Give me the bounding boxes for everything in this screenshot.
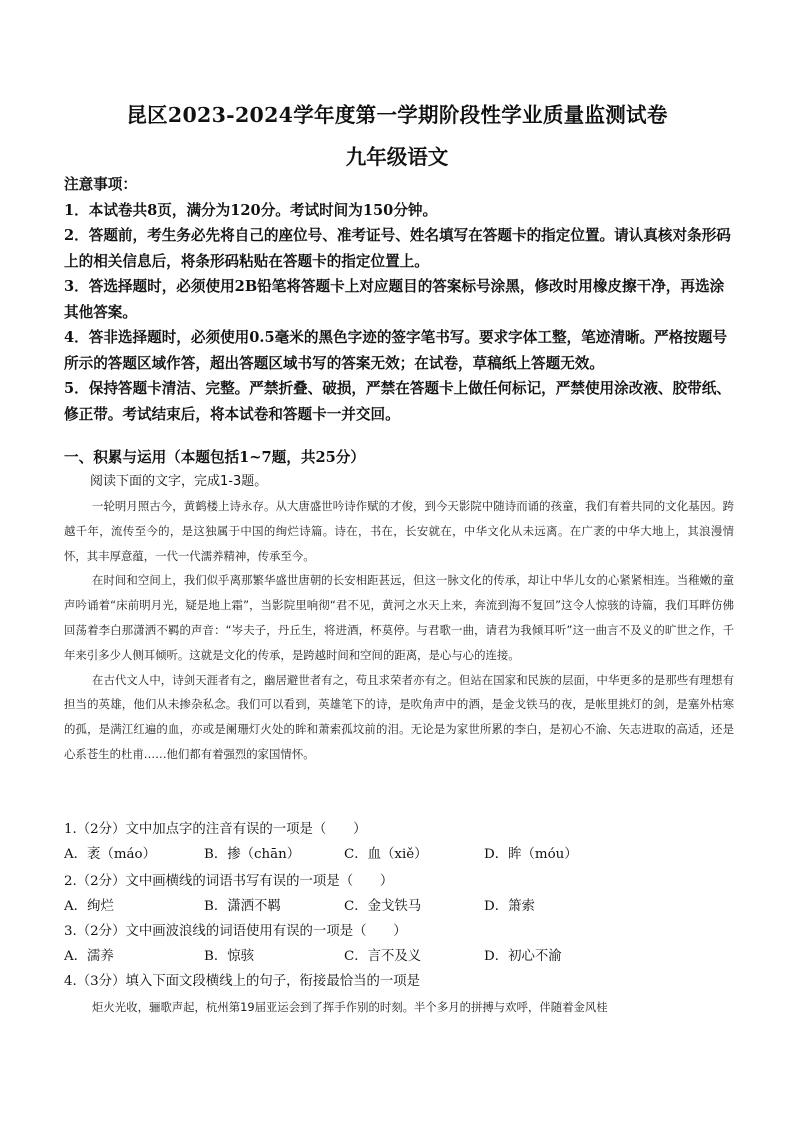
question-stem: 4.（3分）填入下面文段横线上的句子，衔接最恰当的一项是 (64, 974, 421, 989)
options-row (64, 895, 734, 920)
question-stem: 3.（2分）文中画波浪线的词语使用有误的一项是（ ） (64, 924, 407, 939)
option-c: C．言不及义 (344, 948, 422, 964)
exam-subject: 九年级语文 (345, 145, 449, 169)
reading-passage (64, 494, 734, 767)
question-stem: 1.（2分）文中加点字的注音有误的一项是（ ） (64, 822, 367, 837)
note-item-1: 1．本试卷共8页，满分为120分。考试时间为150分钟。 (64, 201, 438, 219)
option-b: B．掺（chān） (204, 846, 301, 862)
section1-heading: 一、积累与运用（本题包括1~7题，共25分） (64, 449, 365, 466)
question-stem: 2.（2分）文中画横线的词语书写有误的一项是（ ） (64, 874, 394, 889)
option-b: B．潇洒不羁 (204, 898, 281, 914)
q4-passage-text: 炬火光收，骊歌声起，杭州第19届亚运会到了挥手作别的时刻。半个多月的拼搏与欢呼，伴随着金风桂 (92, 1000, 608, 1014)
passage-paragraph-2: 在时间和空间上，我们似乎离那繁华盛世唐朝的长安相距甚远，但这一脉文化的传承，却让中华儿女的心紧紧相连。当稚嫩的童声吟诵着“床前明月光，疑是地上霜”，当影院里响彻“君不见，黄河之水天上来，奔流到海不复回”这令人惊骇的诗篇，我们耳畔仿佛回荡着李白那潇洒不羁的声音：“岑夫子，丹丘生，将进酒，杯莫停。与君歌一曲，请君为我倾耳听”这一曲言不及义的旷世之作，千年来引多少人侧耳倾听。这就是文化的传承，是跨越时间和空间的距离，是心与心的连接。 (64, 573, 734, 662)
option-a: A．濡养 (64, 948, 114, 964)
question-3 (64, 920, 734, 969)
option-d: D．初心不渝 (484, 948, 562, 964)
q4-passage (64, 995, 734, 1020)
option-a: A．袤（máo） (64, 846, 156, 862)
note-item-2: 2．答题前，考生务必先将自己的座位号、准考证号、姓名填写在答题卡的指定位置。请认真核对条形码上的相关信息后，将条形码粘贴在答题卡的指定位置上。 (64, 227, 731, 270)
option-d: D．眸（móu） (484, 846, 578, 862)
option-c: C．血（xiě） (344, 846, 428, 862)
notes-section (64, 172, 734, 427)
option-d: D．箫索 (484, 898, 535, 914)
exam-title: 昆区2023-2024学年度第一学期阶段性学业质量监测试卷 (126, 103, 668, 127)
question-4 (64, 970, 734, 995)
question-1 (64, 818, 734, 867)
reading-instruction: 阅读下面的文字，完成1-3题。 (90, 474, 268, 489)
option-a: A．绚烂 (64, 898, 114, 914)
note-item-4: 4．答非选择题时，必须使用0.5毫米的黑色字迹的签字笔书写。要求字体工整，笔迹清晰。严格按题号所示的答题区域作答，超出答题区域书写的答案无效；在试卷，草稿纸上答题无效。 (64, 329, 728, 372)
note-item-3: 3．答选择题时，必须使用2B铅笔将答题卡上对应题目的答案标号涂黑，修改时用橡皮擦干净，再选涂其他答案。 (64, 278, 725, 321)
passage-paragraph-3: 在古代文人中，诗剑天涯者有之，幽居避世者有之，苟且求荣者亦有之。但站在国家和民族的层面，中华更多的是那些有理想有担当的英雄，他们从未掺杂私念。我们可以看到，英雄笔下的诗，是吹角声中的酒，是金戈铁马的夜，是帐里挑灯的剑，是塞外枯寒的孤，是满江红遍的血，亦或是阑珊灯火处的眸和萧索孤坟前的泪。无论是为家世所累的李白，是初心不渝、矢志进取的高适，还是心系苍生的杜甫……他们都有着强烈的家国情怀。 (64, 672, 734, 761)
question-2 (64, 870, 734, 919)
option-c: C．金戈铁马 (344, 898, 422, 914)
note-item-5: 5．保持答题卡清洁、完整。严禁折叠、破损，严禁在答题卡上做任何标记，严禁使用涂改液、胶带纸、修正带。考试结束后，将本试卷和答题卡一并交回。 (64, 380, 731, 423)
options-row (64, 945, 734, 970)
passage-paragraph-1: 一轮明月照古今，黄鹤楼上诗永存。从大唐盛世吟诗作赋的才俊，到今天影院中随诗而诵的孩童，我们有着共同的文化基因。跨越千年，流传至今的，是这独属于中国的绚烂诗篇。诗在，书在，长安就在，中华文化从未远离。在广袤的中华大地上，其浪漫情怀，其丰厚意蕴，一代一代濡养精神，传承至今。 (64, 499, 734, 563)
notes-heading: 注意事项： (64, 176, 137, 193)
option-b: B．惊骇 (204, 948, 255, 964)
options-row (64, 843, 734, 868)
